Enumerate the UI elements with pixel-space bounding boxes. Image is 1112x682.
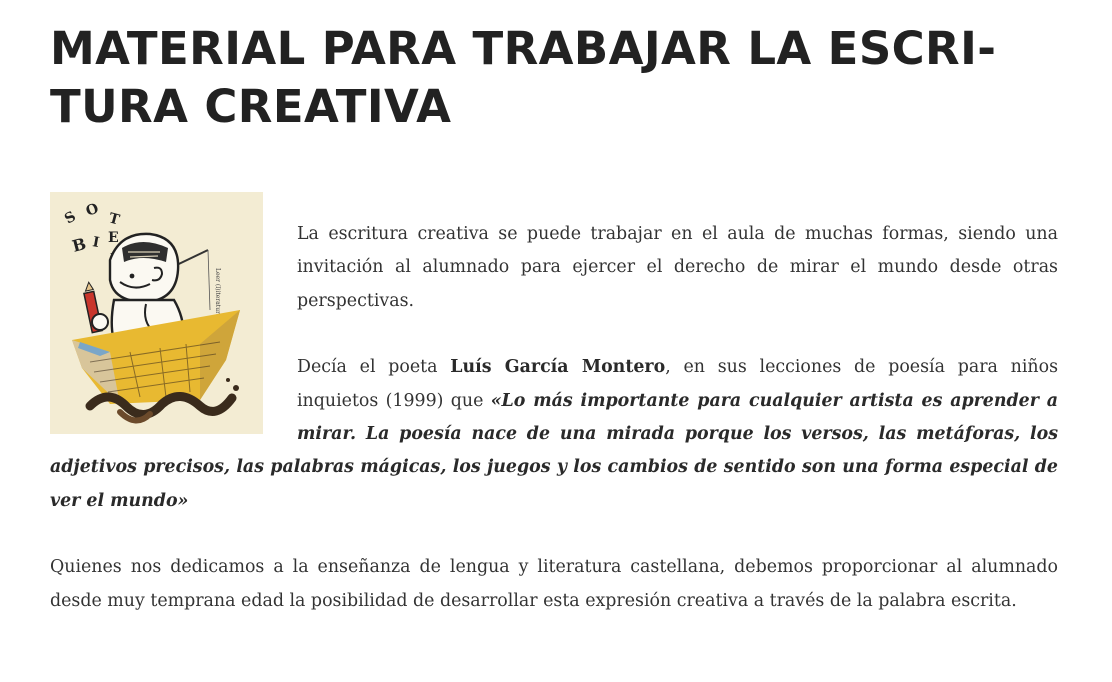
letter-o: O bbox=[83, 200, 101, 220]
paragraph-quote-middle: , en sus lecciones de poesía para niños inquietos (1999) que bbox=[297, 357, 1058, 411]
paragraph-intro: La escritura creativa se puede trabajar en el aula de muchas formas, siendo una invitación al alumnado para ejercer el derecho de mirar el mundo desde otras perspectivas. bbox=[297, 224, 1058, 311]
boy-writing-in-paper-boat-icon bbox=[50, 192, 263, 434]
letter-i: I bbox=[91, 234, 101, 252]
page-title-line-1: MATERIAL PARA TRABAJAR LA ESCRI- bbox=[50, 22, 997, 75]
page-title-line-2: TURA CREATIVA bbox=[50, 80, 452, 133]
article bbox=[50, 0, 1058, 611]
paragraph-closing: Quienes nos dedicamos a la enseñanza de lengua y literatura castellana, debemos proporcionar al alumnado desde muy temprana edad la posibilidad de desarrollar esta expresión creativa a través de la palabra escrita. bbox=[50, 557, 1058, 611]
paragraph-quote-intro: Decía el poeta bbox=[297, 357, 451, 378]
fishing-line-text: Leer (l)iteratura bbox=[214, 268, 221, 318]
article-body bbox=[50, 192, 1058, 618]
letter-t: T bbox=[106, 210, 122, 229]
article-illustration bbox=[50, 192, 263, 434]
poet-quote: «Lo más importante para cualquier artista es aprender a mirar. La poesía nace de una mirada porque los versos, las metáforas, los adjetivos precisos, las palabras mágicas, los juegos y los cambios de sentido son una forma especial de ver el mundo» bbox=[50, 390, 1058, 511]
letter-s: S bbox=[62, 208, 79, 228]
letter-e: E bbox=[108, 230, 119, 246]
page-title bbox=[50, 0, 1058, 136]
poet-name: Luís García Montero bbox=[450, 357, 666, 378]
letter-b: B bbox=[70, 234, 89, 256]
